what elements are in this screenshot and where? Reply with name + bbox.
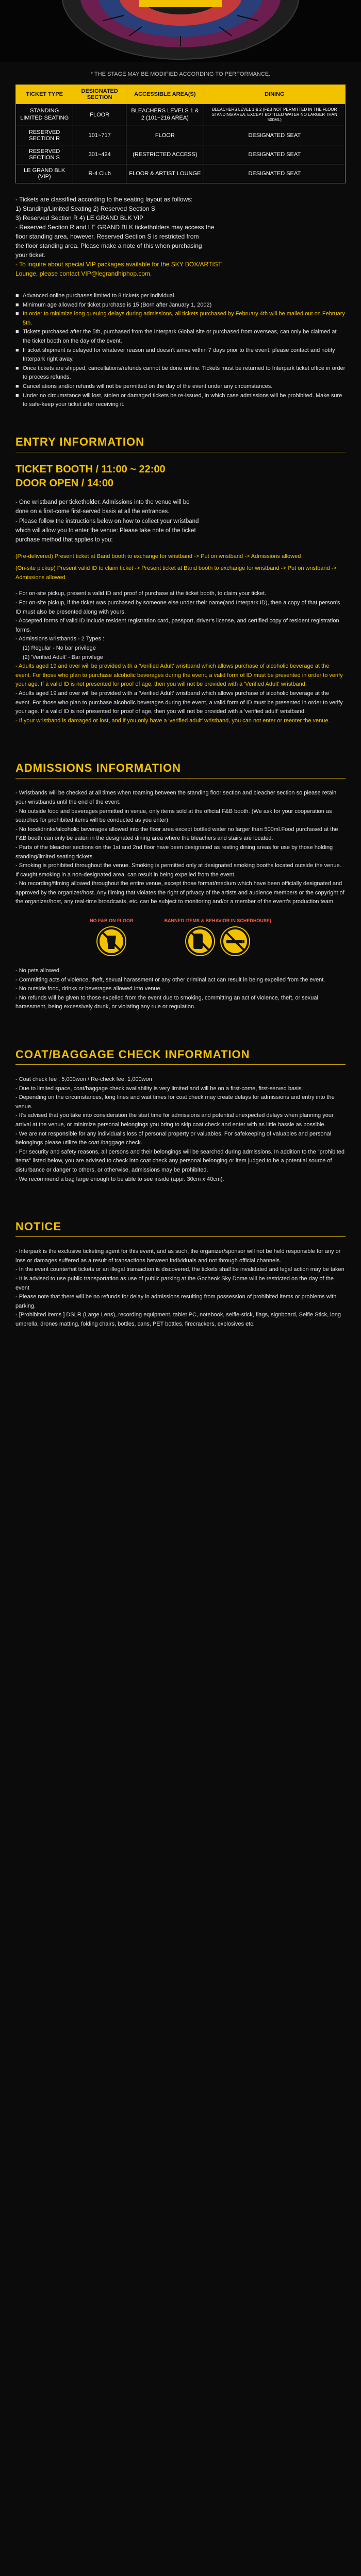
list-item: - No refunds will be given to those expelled from the event due to smoking, committing an act of violence, theft, or sexual harassment, being excessively drunk, or violating any rule or regulation. [15,994,318,1010]
table-header-row [16,85,346,104]
table-cell: FLOOR [73,104,126,126]
table-row [16,145,346,164]
intro-line: 3) Reserved Section R 4) LE GRAND BLK VIP [15,214,144,222]
table-cell: DESIGNATED SEAT [204,126,345,145]
vip-inquiry-line: - To inquire about special VIP packages available for the SKY BOX/ARTIST [15,261,222,268]
list-item: ■ Under no circumstance will lost, stolen or damaged tickets be re-issued, in which case admissions will be prohibited. Make sure to safe-keep your ticket after receiving it. [15,392,342,408]
list-item: - It's advised that you take into consideration the start time for admissions and potential unexpected delays when planning your arrival at the venue, or minimize personal belongings you bring to skip coat check and enter with as little hassle as possible. [15,1112,334,1128]
list-item: - No outside food, drinks or beverages allowed into venue. [15,986,162,992]
no-fnb-label: NO F&B ON FLOOR [90,918,134,924]
table-cell: FLOOR [126,126,204,145]
banned-items-group [165,918,271,956]
list-item: - Parts of the bleacher sections on the 1st and 2nd floor have been designated as resting dining areas for use by those holding standing/limited seating tickets. [15,844,333,860]
list-item: - Depending on the circumstances, long lines and wait times for coat check may create delays for admissions and entry into the venue. [15,1094,335,1110]
table-header: ACCESSIBLE AREA(S) [126,85,204,104]
table-cell: DESIGNATED SEAT [204,145,345,164]
table-cell: (RESTRICTED ACCESS) [126,145,204,164]
ticket-times [15,463,346,490]
list-item: - For on-site pickup, if the ticket was purchased by someone else under their name(and Interpark ID), then a copy of that person's ID must also be presented along with yours. [15,600,340,615]
list-item: - Adults aged 19 and over will be provided with a 'Verified Adult' wristband which allows purchase of alcoholic beverage at the event. For those who plan to purchase alcoholic beverages during the event, a valid form of ID must be presented in order to verify your age. If a valid ID is not presented for proof of age, then you will not be provided with a 'verified adult' wristband. [15,690,343,715]
table-header: DESIGNATED SECTION [73,85,126,104]
pre-delivered-flow: (Pre-delivered) Present ticket at Band booth to exchange for wristband -> Put on wristband -> Admissions allowed [15,553,301,560]
list-item: (2) 'Verified Adult' - Bar privilege [23,654,103,660]
admissions-rules [15,789,346,907]
list-item: - No food/drinks/alcoholic beverages allowed into the floor area except bottled water no larger than 500ml.Food purchased at the F&B booth can only be eaten in the designated dining area where the bleachers and stairs are located. [15,826,338,842]
list-item: - It is advised to use public transportation as use of public parking at the Gocheok Sky Dome will be restricted on the day of the event [15,1275,334,1291]
table-cell: R-4 Club [73,164,126,183]
intro-line: floor standing area, however, Reserved Section S is restricted from [15,233,199,240]
list-item: ■ If ticket shipment is delayed for whatever reason and doesn't arrive within 7 days prior to the event, please contact and notify Interpark right away. [15,347,335,363]
list-item: - In the event counterfeit tickets or an illegal transaction is discovered, the tickets shall be invalidated and legal action may be taken [15,1266,344,1273]
intro-line: the floor standing area. Please make a note of this when purchasing [15,242,202,249]
list-item: - Smoking is prohibited throughout the venue. Smoking is permitted only at designated smoking booths located outside the venue. If caught smoking in a non-designated area, can result in being expelled from the event. [15,862,341,878]
list-item: - Due to limited space, coat/baggage check availability is very limited and will be on a first-come, first-served basis. [15,1085,303,1092]
table-cell: LE GRAND BLK (VIP) [16,164,73,183]
table-cell: STANDING LIMITED SEATING [16,104,73,126]
table-row [16,104,346,126]
list-item: - Please note that there will be no refunds for delay in admissions resulting from possession of prohibited items or problems with parking. [15,1294,337,1309]
table-cell: RESERVED SECTION S [16,145,73,164]
arena-map-graphic [0,0,361,62]
list-item: ■ Minimum age allowed for ticket purchase is 15 (Born after January 1, 2002) [15,301,212,308]
entry-intro: - One wristband per ticketholder. Admissions into the venue will be done on a first-come first-served basis at all the entrances. - Please follow the instructions below on how to collect your wristband which will allow you to enter the venue: Please take note of the ticket purchase method that applies to you: [15,499,199,544]
list-item: - Interpark is the exclusive ticketing agent for this event, and as such, the organizer/sponsor will not be held responsible for any or loss or damages suffered as a result of transactions between individuals and not through official channels. [15,1248,341,1264]
no-smoking-icon [220,926,250,956]
no-fnb-group [90,918,134,956]
coat-rules [15,1075,346,1184]
list-item: ■ Advanced online purchases limited to 8 tickets per individual. [15,293,176,299]
intro-line: 1) Standing/Limited Seating 2) Reserved Section S [15,205,155,212]
list-item: ■ Tickets purchased after the 5th, purchased from the Interpark Global site or purchased from overseas, can only be claimed at the ticket booth on the day of the event. [15,329,337,344]
notice-rules [15,1247,346,1329]
entry-flows [15,552,346,583]
no-recording-icon [185,926,215,956]
banned-items-label: BANNED ITEMS & BEHAVIOR IN SCHEDHOUSE) [164,918,271,924]
list-item: - Committing acts of violence, theft, sexual harassment or any other criminal act can result in being expelled from the event. [15,976,325,983]
list-item: - Adults aged 19 and over will be provided with a 'Verified Adult' wristband which allows purchase of alcoholic beverage at the event. For those who plan to purchase alcoholic beverages during the event, a valid form of ID must be presented in order to verify your age. If a valid ID is not presented for proof of age, then you will not be provided with a 'Verified Adult' wristband. [15,663,343,688]
list-item: - [Prohibited Items ] DSLR (Large Lens), recording equipment, tablet PC, notebook, selfie-stick, flags, signboard, Selfie Stick, long umbrella, drones matting, folding chairs, bottles, cans, PET bottles, firecrackers, explosives etc. [15,1312,341,1327]
table-cell: 101~717 [73,126,126,145]
list-item: - For security and safety reasons, all persons and their belongings will be searched during admissions. In addition to the "prohibited items" listed below, you are advised to check into coat check any personal belonging or item judged to be a potential source of disturbance or danger to others, or otherwise, admissions may be prohibited. [15,1148,344,1173]
table-header: DINING [204,85,345,104]
list-item: (1) Regular - No bar privilege [23,645,96,652]
entry-rules [15,589,346,725]
table-cell: FLOOR & ARTIST LOUNGE [126,164,204,183]
purchase-notes [15,292,346,410]
entry-section-title: ENTRY INFORMATION [15,410,346,452]
list-item: - No recording/filming allowed throughout the entire venue, except those format/medium which have been officially designated and approved by the organizer/host. Any filming that violates the right of privacy of the artists and audience members or the copyright of the organizer/host, any real-time broadcasts, etc. can be subject to monitoring and/or a member of the event's production team. [15,880,344,905]
admissions-rules-2 [15,967,346,1012]
list-item: - Admissions wristbands - 2 Types : [15,636,105,642]
table-cell: BLEACHERS LEVEL 1 & 2 (F&B NOT PERMITTED IN THE FLOOR STANDING AREA, EXCEPT BOTTLED WATER NO LARGER THAN 500ML) [204,104,345,126]
list-item: ■ Once tickets are shipped, cancellations/refunds cannot be done online. Tickets must be returned to Interpark ticket office in order to process refunds. [15,365,346,381]
table-header: TICKET TYPE [16,85,73,104]
seating-table [15,84,346,183]
list-item: - If your wristband is damaged or lost, and if you only have a 'verified adult' wristband, you can not enter or reenter the venue. [15,717,330,724]
door-open-time: DOOR OPEN / 14:00 [15,477,114,489]
list-item: ■ In order to minimize long queuing delays during admissions, all tickets purchased by February 4th will be mailed out on February 5th. [15,311,345,326]
list-item: - Accepted forms of valid ID include resident registration card, passport, driver's license, and certified copy of resident registration forms. [15,618,339,633]
admissions-section-title: ADMISSIONS INFORMATION [15,725,346,778]
list-item: - Wristbands will be checked at all times when roaming between the standing floor section and bleacher section so please retain your wristbands until the end of the event. [15,790,337,805]
coat-section-title: COAT/BAGGAGE CHECK INFORMATION [15,1012,346,1065]
seating-intro [15,195,346,278]
intro-line: - Reserved Section R and LE GRAND BLK ticketholders may access the [15,224,215,231]
table-row [16,126,346,145]
intro-line: your ticket. [15,251,46,259]
vip-inquiry-line: Lounge, please contact VIP@legrandhiphop.com. [15,270,152,277]
table-cell: 301~424 [73,145,126,164]
restriction-icons [15,918,346,956]
list-item: ■ Cancellations and/or refunds will not be permitted on the day of the event under any circumstances. [15,383,273,389]
onsite-pickup-flow: (On-site pickup) Present valid ID to claim ticket -> Present ticket at Band booth to exchange for wristband -> Put on wristband -> Admissions allowed [15,565,337,581]
seat-map [0,0,361,62]
list-item: - We recommend a bag large enough to be able to see inside (appr. 30cm x 40cm). [15,1176,224,1182]
intro-line: - Tickets are classified according to the seating layout as follows: [15,196,193,203]
list-item: - No outside food and beverages permitted in venue, only items sold at the official F&B booth. (We ask for your cooperation as searches for prohibited items will be conducted as you enter) [15,808,332,824]
table-cell: RESERVED SECTION R [16,126,73,145]
table-cell: BLEACHERS LEVELS 1 & 2 (101~216 AREA) [126,104,204,126]
list-item: - We are not responsible for any individual's loss of personal property or valuables. For safekeeping of valuables and personal belongings please utilize the coat /baggage check. [15,1130,332,1146]
table-cell: DESIGNATED SEAT [204,164,345,183]
no-drinks-icon [96,926,126,956]
table-row [16,164,346,183]
notice-section-title: NOTICE [15,1184,346,1237]
ticket-booth-time: TICKET BOOTH / 11:00 ~ 22:00 [15,463,166,475]
list-item: - No pets allowed. [15,968,61,974]
stage-note: * THE STAGE MAY BE MODIFIED ACCORDING TO PERFORMANCE. [90,71,271,77]
list-item: - For on-site pickup, present a valid ID and proof of purchase at the ticket booth, to claim your ticket. [15,590,267,597]
list-item: - Coat check fee : 5,000won / Re-check fee: 1,000won [15,1076,152,1083]
